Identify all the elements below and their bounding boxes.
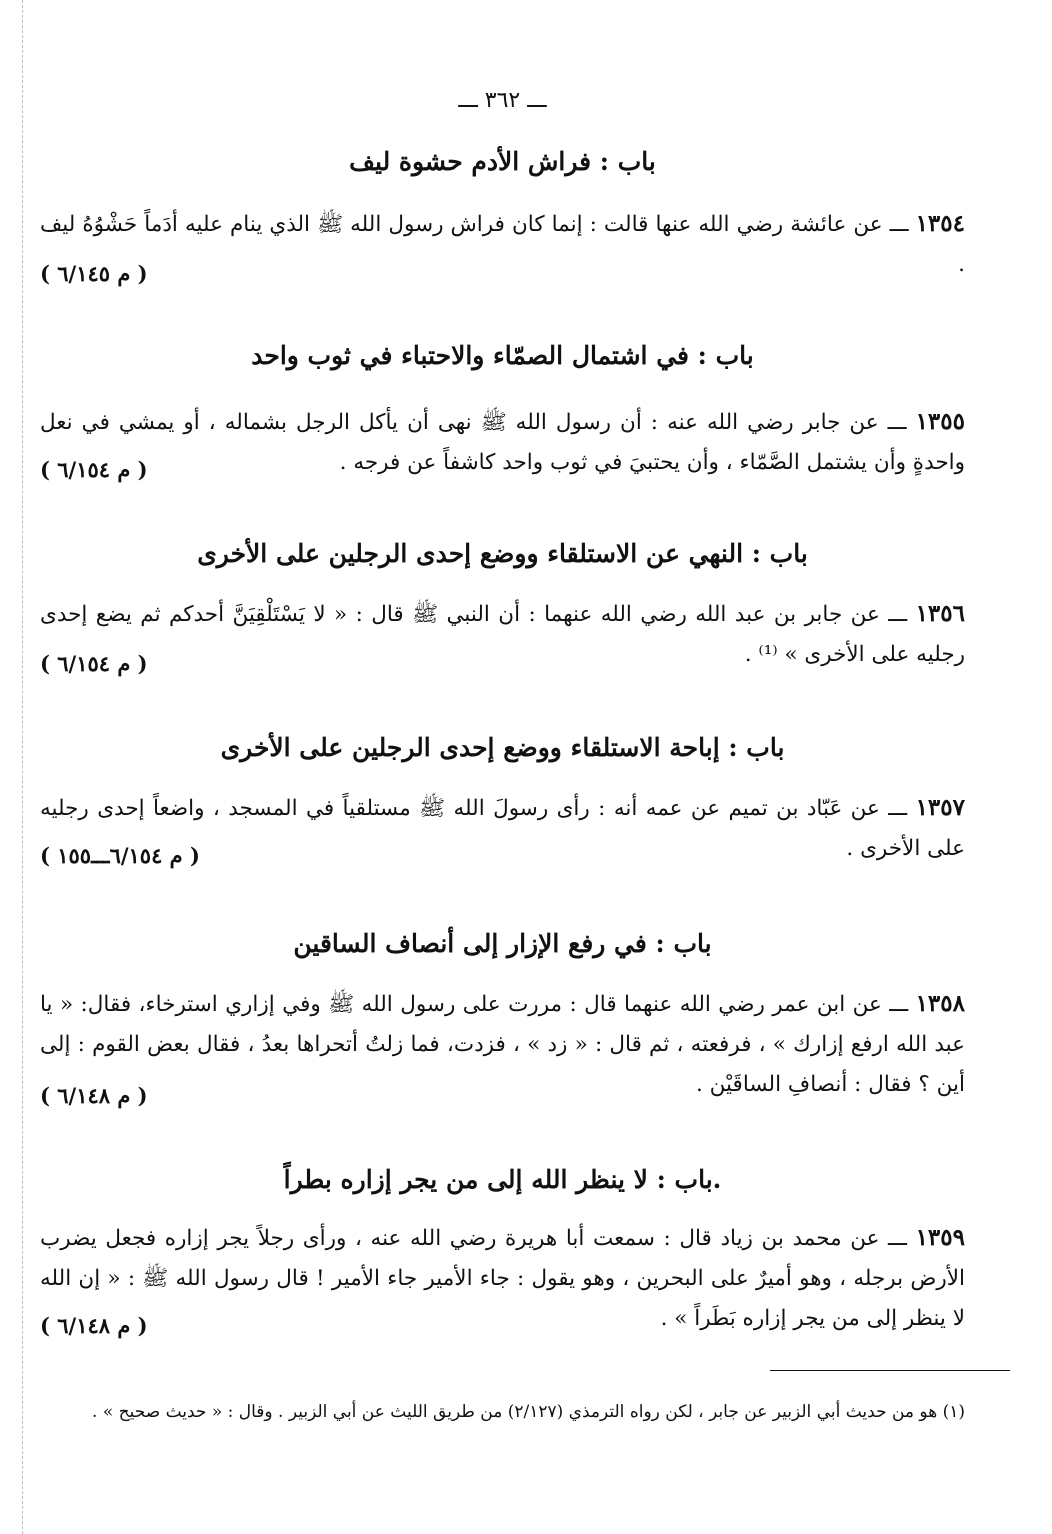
chapter-title: باب : فراش الأدم حشوة ليف — [349, 147, 656, 176]
chapter-title: باب : في اشتمال الصمّاء والاحتباء في ثوب واحد — [251, 341, 754, 370]
chapter-title: باب : إباحة الاستلقاء ووضع إحدى الرجلين على الأخرى — [220, 733, 785, 762]
hadith-number: ١٣٥٦ — [915, 600, 965, 627]
chapter-title: باب : في رفع الإزار إلى أنصاف الساقين — [293, 929, 712, 958]
source-reference: ( م ٦/١٤٥ ) — [40, 261, 148, 286]
hadith-text: ـــ عن محمد بن زياد قال : سمعت أبا هريرة رضي الله عنه ، ورأى رجلاً يجر إزاره فجعل يضرب الأرض برجله ، وهو أميرٌ على البحرين ، وهو يقول : جاء الأمير جاء الأمير ! قال رسول الله ﷺ : « إن الله لا ينظر إلى من يجر إزاره بَطَراً » . — [40, 1226, 965, 1331]
footnote-rule — [770, 1370, 1010, 1371]
source-reference: ( م ٦/١٥٤ ) — [40, 651, 148, 676]
hadith-text: ـــ عن عَبّاد بن تميم عن عمه أنه : رأى رسولَ الله ﷺ مستلقياً في المسجد ، واضعاً إحدى رجليه على الأخرى . — [40, 796, 965, 861]
hadith-text: ـــ عن جابر بن عبد الله رضي الله عنهما : أن النبي ﷺ قال : « لا يَسْتَلْقِيَنَّ أحدكم ثم يضع إحدى رجليه على الأخرى » ⁽¹⁾ . — [40, 602, 965, 667]
source-reference: ( م ٦/١٥٤ـــ١٥٥ ) — [40, 843, 200, 868]
source-reference: ( م ٦/١٤٨ ) — [40, 1083, 148, 1108]
chapter-title: باب : النهي عن الاستلقاء ووضع إحدى الرجلين على الأخرى — [197, 539, 808, 568]
source-reference: ( م ٦/١٤٨ ) — [40, 1313, 148, 1338]
book-page — [40, 0, 965, 1534]
source-reference: ( م ٦/١٥٤ ) — [40, 457, 148, 482]
hadith-number: ١٣٥٨ — [915, 990, 965, 1017]
hadith-number: ١٣٥٥ — [915, 408, 965, 435]
footnote: (١) هو من حديث أبي الزبير عن جابر ، لكن رواه الترمذي (٢/١٢٧) من طريق الليث عن أبي الزبير . وقال : « حديث صحيح » . — [92, 1402, 965, 1422]
chapter-title: .باب : لا ينظر الله إلى من يجر إزاره بطراً — [283, 1165, 722, 1194]
hadith-number: ١٣٥٤ — [915, 210, 965, 237]
margin-line — [22, 0, 23, 1534]
hadith-text: ـــ عن ابن عمر رضي الله عنهما قال : مررت على رسول الله ﷺ وفي إزاري استرخاء، فقال: « يا عبد الله ارفع إزارك » ، فرفعته ، ثم قال : « زد » ، فزدت، فما زلتُ أتحراها بعدُ ، فقال بعض القوم : إلى أين ؟ فقال : أنصافِ الساقَيْن . — [40, 992, 965, 1097]
page-number: ـــ ٣٦٢ ـــ — [458, 88, 547, 113]
hadith-text: ـــ عن جابر رضي الله عنه : أن رسول الله ﷺ نهى أن يأكل الرجل بشماله ، أو يمشي في نعل واحدةٍ وأن يشتمل الصَّمّاء ، وأن يحتبيَ في ثوب واحد كاشفاً عن فرجه . — [40, 410, 965, 475]
hadith-number: ١٣٥٩ — [915, 1224, 965, 1251]
hadith-number: ١٣٥٧ — [915, 794, 965, 821]
hadith-text: ـــ عن عائشة رضي الله عنها قالت : إنما كان فراش رسول الله ﷺ الذي ينام عليه أدَماً حَشْوُهُ ليف . — [40, 212, 965, 277]
